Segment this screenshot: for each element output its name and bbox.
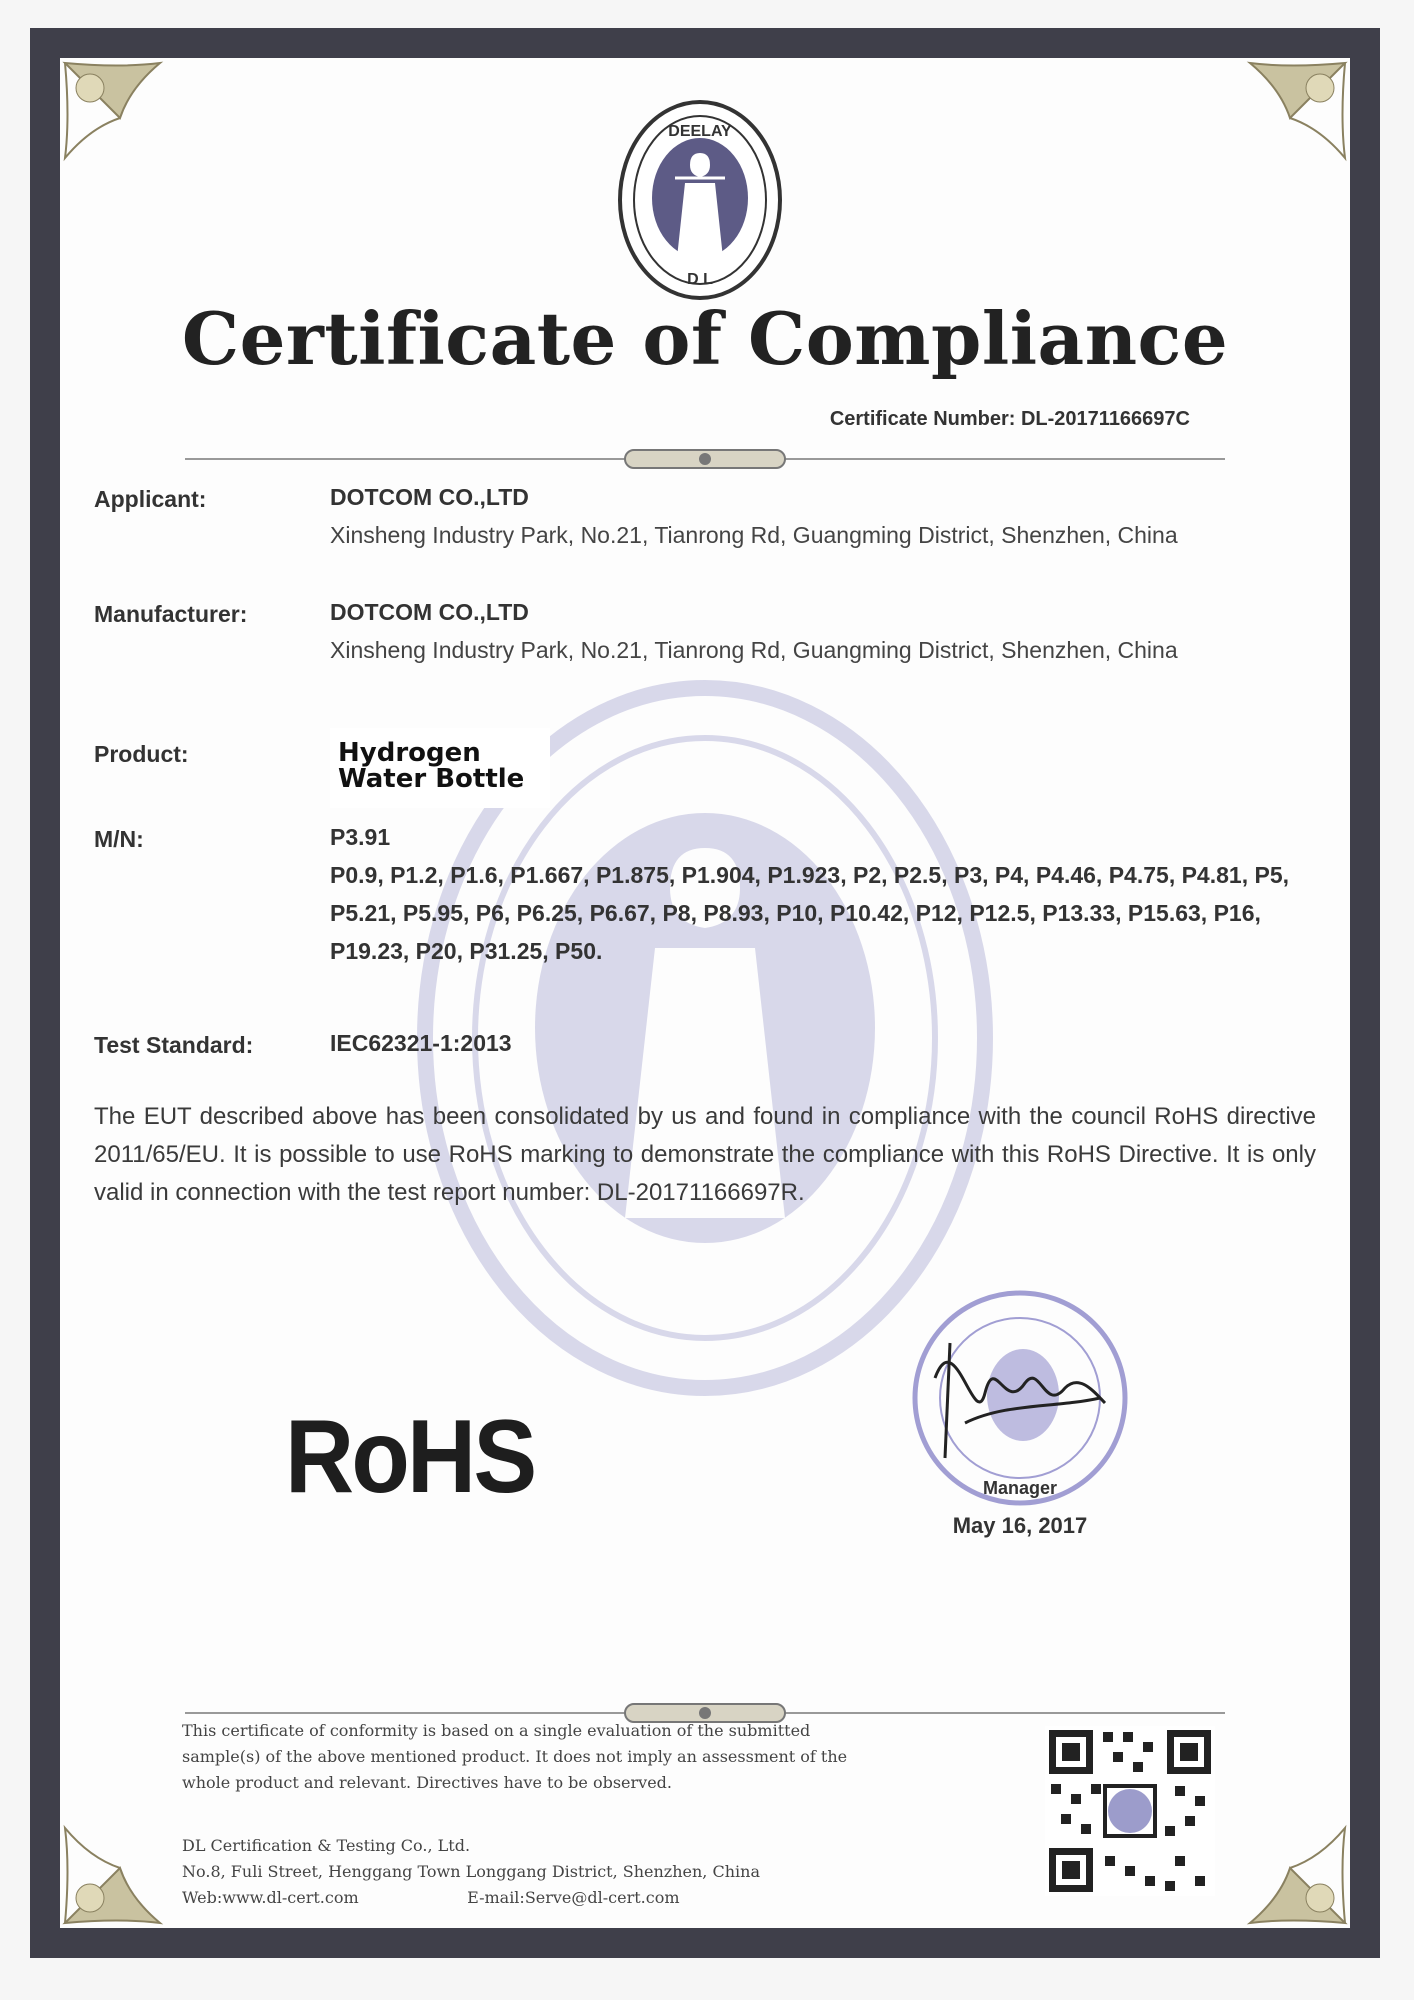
model-label: M/N:	[94, 826, 144, 852]
seal-top-text: DEELAY	[668, 123, 732, 140]
applicant-label: Applicant:	[94, 486, 207, 512]
disclaimer-text: This certificate of conformity is based on a single evaluation of the submitted sample(s) of the above mentioned product. It does not imply an assessment of the whole product and relevant. Directives have to be observed.	[182, 1721, 848, 1792]
ornamental-divider	[185, 444, 1225, 474]
signature-date: May 16, 2017	[952, 1513, 1088, 1538]
applicant-name: DOTCOM CO.,LTD	[330, 484, 529, 510]
corner-ornament-icon	[60, 58, 170, 168]
manufacturer-block	[330, 593, 1290, 669]
rohs-mark: RoHS	[285, 1399, 535, 1515]
issuer-email: E-mail:Serve@dl-cert.com	[467, 1888, 680, 1907]
applicant-address: Xinsheng Industry Park, No.21, Tianrong Rd, Guangming District, Shenzhen, China	[330, 522, 1178, 548]
certificate-title: Certificate of Compliance	[181, 296, 1229, 381]
manufacturer-address: Xinsheng Industry Park, No.21, Tianrong Rd, Guangming District, Shenzhen, China	[330, 637, 1178, 663]
model-block	[330, 818, 1290, 970]
product-label: Product:	[94, 741, 189, 767]
test-standard-label: Test Standard:	[94, 1032, 254, 1058]
certificate-paper	[60, 58, 1350, 1928]
corner-ornament-icon	[1240, 58, 1350, 168]
manufacturer-name: DOTCOM CO.,LTD	[330, 599, 529, 625]
model-list: P0.9, P1.2, P1.6, P1.667, P1.875, P1.904, P1.923, P2, P2.5, P3, P4, P4.46, P4.75, P4.81, P5, P5.21, P5.95, P6, P6.25, P6.67, P8, P8.93, P10, P10.42, P12, P12.5, P13.33, P15.63, P16, P19.23, P20, P31.25, P50.	[330, 862, 1290, 964]
seal-bottom-text: D L	[687, 271, 713, 288]
deelay-seal-icon	[615, 98, 785, 303]
issuer-company: DL Certification & Testing Co., Ltd.	[182, 1836, 471, 1855]
test-standard-value: IEC62321-1:2013	[330, 1030, 512, 1056]
issuer-website: Web:www.dl-cert.com	[182, 1888, 359, 1907]
product-value: Hydrogen Water Bottle	[330, 728, 550, 808]
model-primary: P3.91	[330, 824, 391, 850]
signature-role: Manager	[982, 1478, 1058, 1498]
manufacturer-label: Manufacturer:	[94, 601, 248, 627]
qr-code-icon	[1045, 1726, 1215, 1896]
compliance-statement: The EUT described above has been consolidated by us and found in compliance with the council RoHS directive 2011/65/EU. It is possible to use RoHS marking to demonstrate the compliance with this RoHS Directive. It is only valid in connection with the test report number: DL-20171166697R.	[94, 1103, 1316, 1206]
issuer-info	[182, 1833, 882, 1911]
certificate-number: Certificate Number: DL-20171166697C	[829, 408, 1190, 430]
corner-ornament-icon	[60, 1818, 170, 1928]
applicant-block	[330, 478, 1290, 554]
corner-ornament-icon	[1240, 1818, 1350, 1928]
issuer-address: No.8, Fuli Street, Henggang Town Longgang District, Shenzhen, China	[182, 1862, 760, 1881]
issuer-contact	[182, 1885, 882, 1911]
